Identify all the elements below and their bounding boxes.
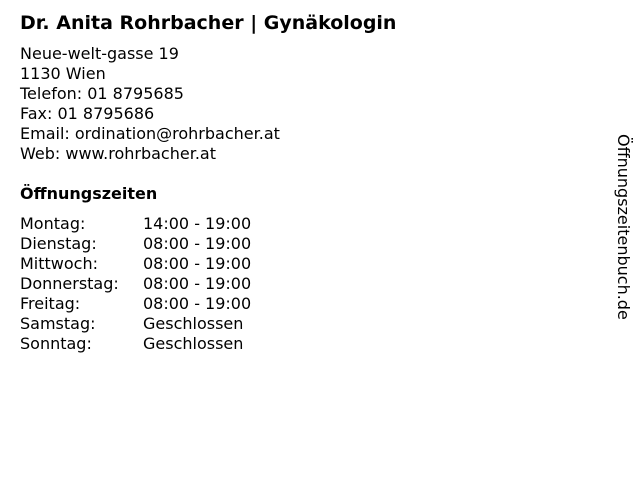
hours-day: Mittwoch: xyxy=(20,254,98,273)
contact-block xyxy=(20,44,580,164)
hours-day: Samstag: xyxy=(20,314,96,333)
hours-heading: Öffnungszeiten xyxy=(20,184,158,203)
hours-day: Montag: xyxy=(20,214,86,233)
hours-row-saturday xyxy=(20,314,580,334)
business-title: Dr. Anita Rohrbacher | Gynäkologin xyxy=(20,12,397,34)
hours-row-wednesday xyxy=(20,254,580,274)
phone-line: Telefon: 01 8795685 xyxy=(20,84,184,103)
address-street: Neue-welt-gasse 19 xyxy=(20,44,179,63)
hours-row-friday xyxy=(20,294,580,314)
hours-time: 08:00 - 19:00 xyxy=(143,254,252,273)
hours-day: Sonntag: xyxy=(20,334,92,353)
hours-row-monday xyxy=(20,214,580,234)
hours-time: Geschlossen xyxy=(143,334,244,353)
hours-table xyxy=(20,214,580,354)
hours-time: 14:00 - 19:00 xyxy=(143,214,252,233)
site-brand-label: Öffnungszeitenbuch.de xyxy=(614,134,633,320)
address-city: 1130 Wien xyxy=(20,64,106,83)
hours-row-thursday xyxy=(20,274,580,294)
hours-time: 08:00 - 19:00 xyxy=(143,234,252,253)
fax-line: Fax: 01 8795686 xyxy=(20,104,155,123)
website-line: Web: www.rohrbacher.at xyxy=(20,144,216,163)
business-card xyxy=(20,10,580,354)
hours-time: 08:00 - 19:00 xyxy=(143,294,252,313)
hours-day: Dienstag: xyxy=(20,234,97,253)
hours-day: Donnerstag: xyxy=(20,274,119,293)
hours-day: Freitag: xyxy=(20,294,81,313)
hours-time: Geschlossen xyxy=(143,314,244,333)
hours-row-tuesday xyxy=(20,234,580,254)
hours-row-sunday xyxy=(20,334,580,354)
email-line: Email: ordination@rohrbacher.at xyxy=(20,124,280,143)
hours-time: 08:00 - 19:00 xyxy=(143,274,252,293)
